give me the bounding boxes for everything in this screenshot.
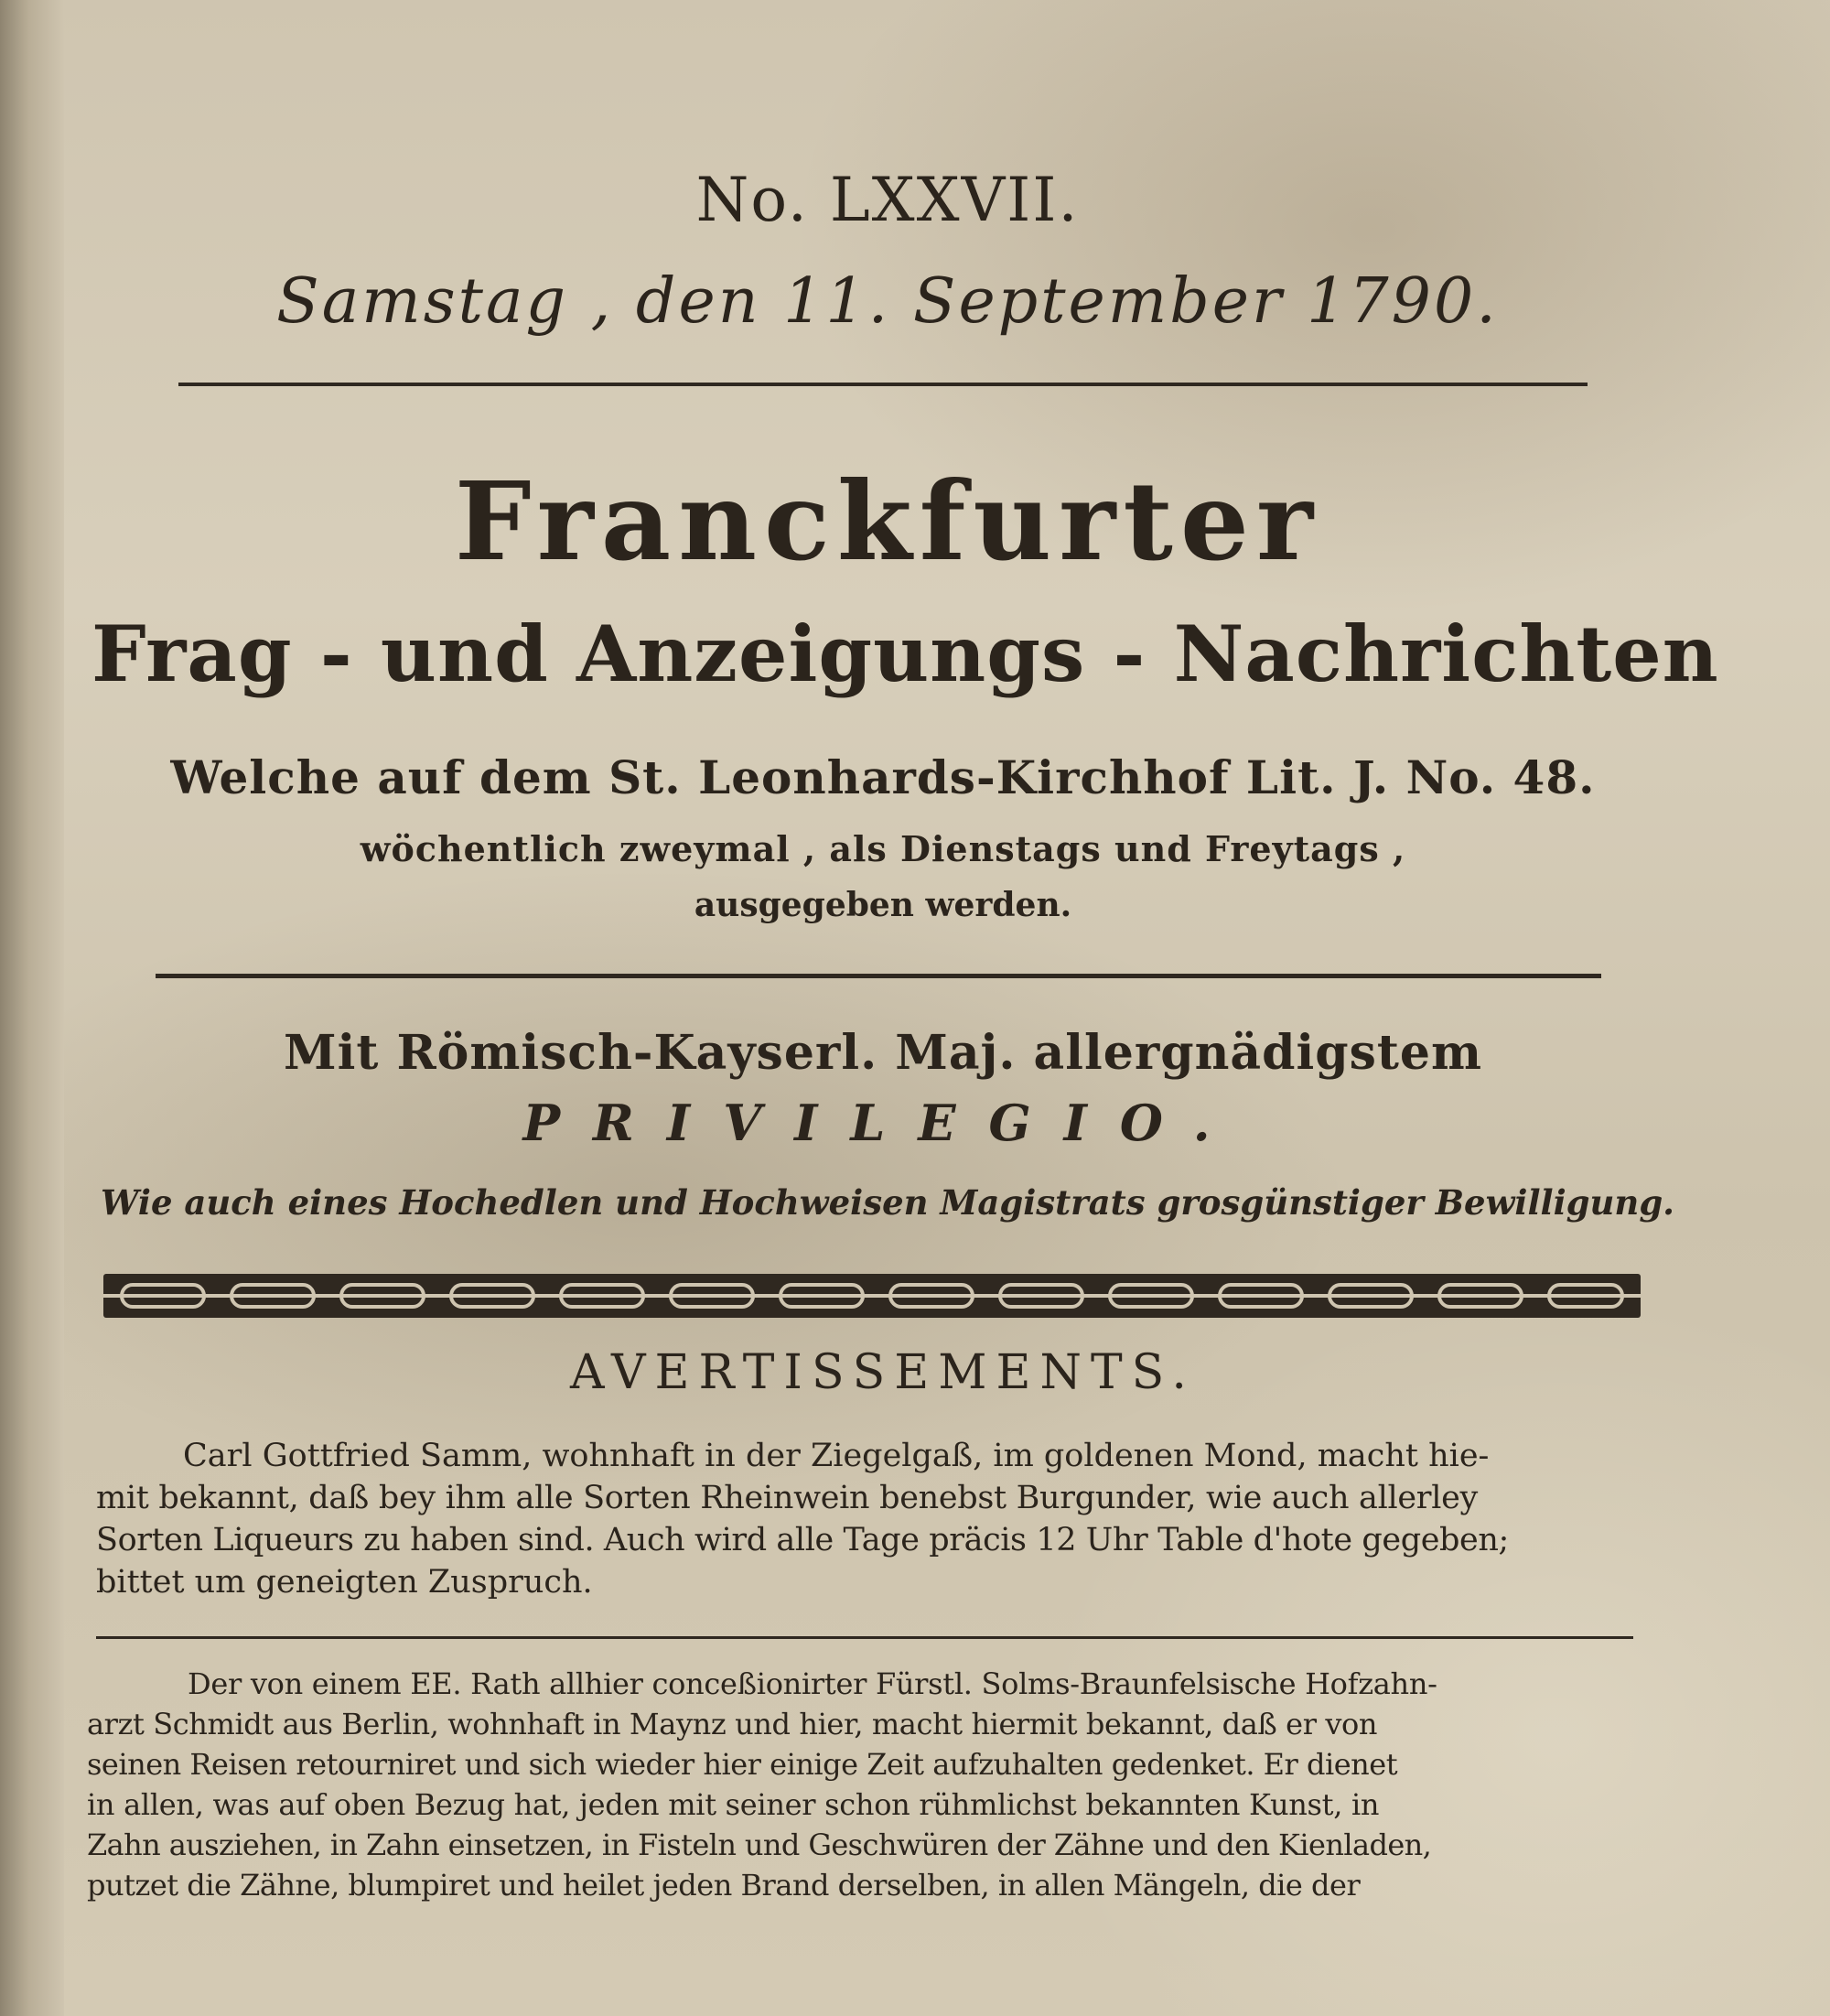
masthead-subtitle-3: ausgegeben werden. [694, 886, 1072, 924]
notice-2-line: Zahn ausziehen, in Zahn einsetzen, in Fisteln und Geschwüren der Zähne und den Kienladen, [87, 1827, 1432, 1862]
chain-ornament-icon [103, 1274, 1641, 1318]
masthead-title-line2: Frag - und Anzeigungs - Nachrichten [92, 609, 1719, 699]
notice-2-line: in allen, was auf oben Bezug hat, jeden mit seiner schon rühmlichst bekannten Kunst, in [87, 1787, 1380, 1822]
issue-number: No. LXXVII. [695, 165, 1080, 235]
notice-1-line: bittet um geneigten Zuspruch. [96, 1564, 593, 1601]
notice-2 [87, 1664, 1633, 1905]
masthead-subtitle-1: Welche auf dem St. Leonhards-Kirchhof Lit. J. No. 48. [170, 750, 1596, 804]
notice-1-line: Sorten Liqueurs zu haben sind. Auch wird alle Tage präcis 12 Uhr Table d'hote gegeben; [96, 1522, 1509, 1558]
masthead-rule [156, 974, 1601, 978]
header-rule [178, 383, 1588, 386]
notice-2-line: Der von einem EE. Rath allhier conceßionirter Fürstl. Solms-Braunfelsische Hofzahn- [188, 1666, 1437, 1701]
ornamental-border [103, 1274, 1641, 1318]
notice-2-line: seinen Reisen retourniret und sich wieder hier einige Zeit aufzuhalten gedenket. Er dienet [87, 1747, 1398, 1782]
date-line: Samstag , den 11. September 1790. [276, 265, 1499, 338]
notice-divider [96, 1636, 1633, 1639]
notice-1-line: mit bekannt, daß bey ihm alle Sorten Rheinwein benebst Burgunder, wie auch allerley [96, 1480, 1479, 1516]
notice-1-line: Carl Gottfried Samm, wohnhaft in der Ziegelgaß, im goldenen Mond, macht hie- [183, 1438, 1490, 1474]
notice-1 [96, 1435, 1633, 1603]
section-title: AVERTISSEMENTS. [570, 1345, 1196, 1400]
notice-2-line: putzet die Zähne, blumpiret und heilet jeden Brand derselben, in allen Mängeln, die der [87, 1868, 1361, 1903]
privilege-line-2: PRIVILEGIO. [522, 1094, 1243, 1152]
masthead-subtitle-2: wöchentlich zweymal , als Dienstags und Freytags , [360, 828, 1406, 869]
privilege-line-3: Wie auch eines Hochedlen und Hochweisen Magistrats grosgünstiger Bewilligung. [101, 1182, 1675, 1223]
notice-2-line: arzt Schmidt aus Berlin, wohnhaft in Maynz und hier, macht hiermit bekannt, daß er von [87, 1707, 1378, 1741]
privilege-line-1: Mit Römisch-Kayserl. Maj. allergnädigstem [284, 1025, 1482, 1081]
masthead-title-line1: Franckfurter [454, 458, 1321, 585]
